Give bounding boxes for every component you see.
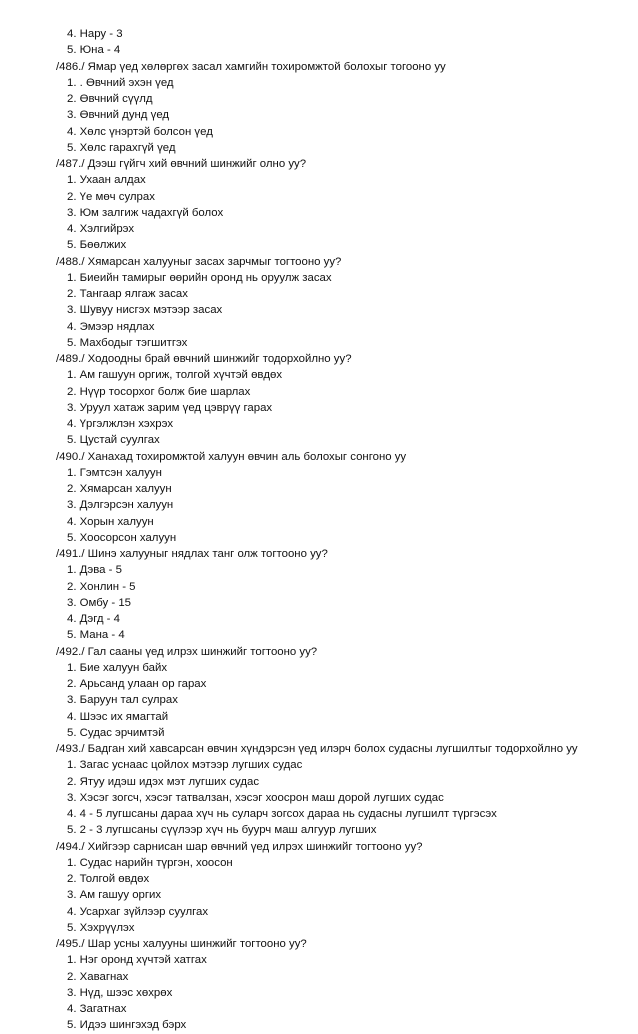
answer-option: 2. Хавагнах — [67, 970, 129, 983]
answer-option: 2. Арьсанд улаан ор гарах — [67, 678, 207, 690]
question-line: /492./ Гал сааны үед илрэх шинжийг тогтооно уу? — [56, 645, 318, 658]
answer-option: 1. Дэва - 5 — [67, 564, 122, 577]
question-line: /491./ Шинэ халууныг нядлах танг олж тогтооно уу? — [56, 548, 328, 560]
answer-option: 5. Махбодыг тэгшитгэх — [67, 336, 188, 349]
answer-option: 2. Толгой өвдөх — [67, 873, 150, 885]
question-line: /494./ Хийгээр сарнисан шар өвчний үед илрэх шинжийг тогтооно уу? — [56, 840, 423, 853]
answer-option: 4. Эмээр нядлах — [67, 320, 155, 333]
answer-option: 2. Ятуу идэш идэх мэт лугших судас — [67, 775, 260, 788]
answer-option: 4. Хорын халуун — [67, 515, 154, 528]
answer-option: 3. Омбу - 15 — [67, 596, 131, 609]
answer-option: 4. Загатнах — [67, 1003, 127, 1015]
answer-option: 4. Шээс их ямагтай — [67, 710, 169, 723]
answer-option: 5. Юна - 4 — [67, 44, 121, 57]
answer-option: 5. Цустай суулгах — [67, 434, 160, 447]
answer-option: 2. Хямарсан халуун — [67, 483, 172, 495]
answer-option: 3. Дэлгэрсэн халуун — [67, 499, 174, 512]
answer-option: 1. Биеийн тамирыг өөрийн оронд нь оруулж засах — [67, 271, 332, 284]
answer-option: 2. Хонлин - 5 — [67, 580, 136, 593]
answer-option: 2. Тангаар ялгаж засах — [67, 288, 188, 300]
question-line: /489./ Ходоодны брай өвчний шинжийг тодорхойлно уу? — [56, 353, 352, 365]
answer-option: 1. Бие халуун байх — [67, 661, 168, 674]
answer-option: 5. Хөлс гарахгүй үед — [67, 141, 176, 154]
answer-option: 4. Усархаг зүйлээр суулгах — [67, 905, 209, 918]
answer-option: 3. Баруун тал сулрах — [67, 694, 178, 707]
answer-option: 4. Дэгд - 4 — [67, 613, 120, 625]
answer-option: 1. Судас нарийн түргэн, хоосон — [67, 856, 233, 869]
answer-option: 1. Гэмтсэн халуун — [67, 466, 162, 479]
question-line: /490./ Ханахад тохиромжтой халуун өвчин аль болохыг сонгоно уу — [56, 450, 407, 463]
answer-option: 1. . Өвчний эхэн үед — [67, 76, 174, 89]
answer-option: 2. Нүүр тосорхог болж бие шарлах — [67, 385, 251, 398]
document-page — [0, 26, 638, 1034]
answer-option: 3. Өвчний дунд үед — [67, 109, 170, 122]
question-line: /488./ Хямарсан халууныг засах зарчмыг тогтооно уу? — [56, 255, 342, 268]
answer-option: 5. 2 - 3 лугшсаны сүүлээр хүч нь буурч маш алгуур лугших — [67, 824, 377, 837]
answer-option: 4. 4 - 5 лугшсаны дараа хүч нь суларч зогсох дараа нь судасны лугшилт түргэсэх — [67, 808, 497, 820]
answer-option: 5. Бөөлжих — [67, 239, 127, 252]
answer-option: 1. Ухаан алдах — [67, 174, 146, 187]
answer-option: 4. Хэлгийрэх — [67, 223, 135, 235]
question-line: /486./ Ямар үед хөлөргөх засал хамгийн тохиромжтой болохыг тогооно уу — [56, 60, 446, 73]
answer-option: 5. Судас эрчимтэй — [67, 726, 165, 739]
answer-option: 3. Нүд, шээс хөхрөх — [67, 986, 173, 999]
answer-option: 1. Ам гашуун оргиж, толгой хүчтэй өвдөх — [67, 369, 283, 382]
answer-option: 3. Уруул хатаж зарим үед цэврүү гарах — [67, 401, 273, 414]
answer-option: 5. Хэхрүүлэх — [67, 921, 135, 934]
answer-option: 2. Өвчний сүүлд — [67, 93, 153, 105]
answer-option: 3. Юм залгиж чадахгүй болох — [67, 206, 224, 219]
answer-option: 3. Шувуу нисгэх мэтээр засах — [67, 304, 223, 317]
answer-option: 5. Хоосорсон халуун — [67, 531, 177, 544]
answer-option: 4. Нару - 3 — [67, 28, 123, 40]
answer-option: 3. Хэсэг зогсч, хэсэг татвалзан, хэсэг хоосрон маш дорой лугших судас — [67, 791, 444, 804]
answer-option: 3. Ам гашуу оргих — [67, 889, 162, 902]
answer-option: 1. Нэг оронд хүчтэй хатгах — [67, 954, 207, 967]
answer-option: 2. Үе мөч сулрах — [67, 190, 155, 203]
answer-option: 5. Мана - 4 — [67, 629, 125, 642]
question-line: /487./ Дээш гүйгч хий өвчний шинжийг олно уу? — [56, 158, 307, 170]
answer-option: 1. Загас уснаас цойлох мэтээр лугших судас — [67, 759, 303, 772]
answer-option: 5. Идээ шингэхэд бэрх — [67, 1019, 187, 1032]
answer-option: 4. Үргэлжлэн хэхрэх — [67, 418, 174, 430]
answer-option: 4. Хөлс үнэртэй болсон үед — [67, 125, 213, 138]
question-line: /495./ Шар усны халууны шинжийг тогтооно уу? — [56, 938, 307, 950]
question-line: /493./ Бадган хий хавсарсан өвчин хүндэрсэн үед илэрч болох судасны лугшилтыг тодорхойлно уу — [56, 743, 578, 755]
